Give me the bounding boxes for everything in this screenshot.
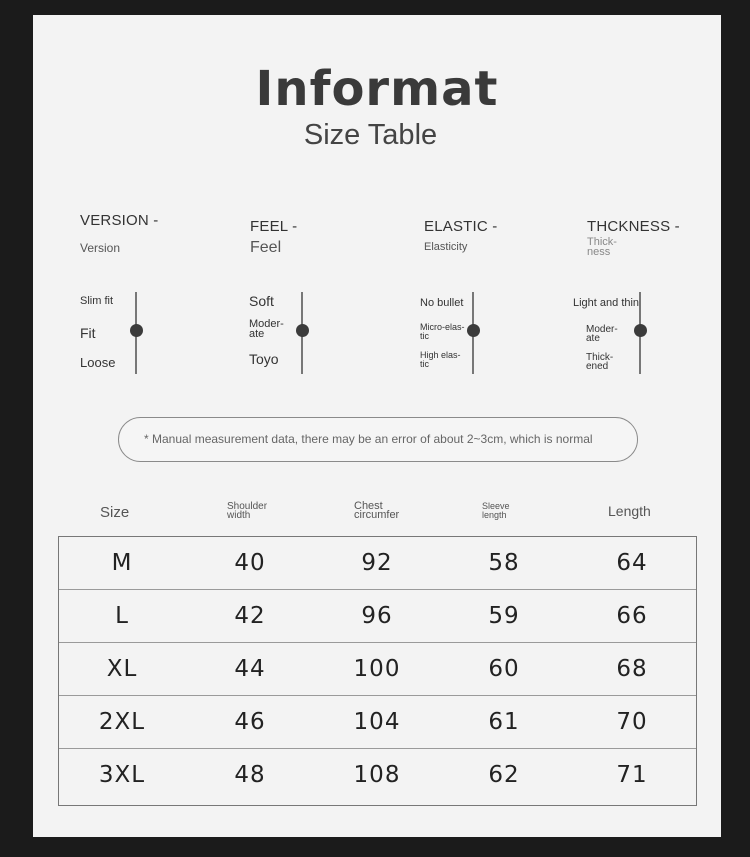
scale-indicator bbox=[467, 324, 480, 337]
table-cell: 64 bbox=[616, 550, 648, 576]
table-cell: XL bbox=[106, 656, 138, 682]
scale-option-middle: Moder- ate bbox=[249, 318, 284, 340]
column-header-length: Length bbox=[608, 503, 651, 519]
attr-subheading: Feel bbox=[250, 239, 282, 256]
table-cell: 3XL bbox=[98, 762, 146, 788]
table-cell: 58 bbox=[488, 550, 520, 576]
size-info-card bbox=[33, 15, 721, 837]
page-subtitle: Size Table bbox=[303, 119, 438, 151]
table-cell: 70 bbox=[616, 709, 648, 735]
scale-indicator bbox=[130, 324, 143, 337]
table-cell: 108 bbox=[353, 762, 401, 788]
table-cell: 100 bbox=[353, 656, 401, 682]
table-cell: 92 bbox=[361, 550, 393, 576]
elastic-scale bbox=[420, 292, 580, 374]
attr-subheading: Elasticity bbox=[424, 241, 468, 253]
column-header-shoulder: Shoulder width bbox=[227, 501, 268, 521]
table-cell: 2XL bbox=[98, 709, 146, 735]
attr-heading: THCKNESS - bbox=[587, 218, 680, 235]
table-row bbox=[59, 643, 696, 696]
scale-option-top: No bullet bbox=[420, 297, 464, 309]
column-header-chest: Chest circumfer bbox=[354, 500, 400, 522]
scale-option-top: Soft bbox=[249, 293, 274, 309]
table-cell: 60 bbox=[488, 656, 520, 682]
attr-version bbox=[80, 212, 230, 255]
scale-option-top: Slim fit bbox=[80, 295, 113, 307]
table-cell: 48 bbox=[234, 762, 266, 788]
table-cell: 68 bbox=[616, 656, 648, 682]
table-cell: 104 bbox=[353, 709, 401, 735]
table-cell: 62 bbox=[488, 762, 520, 788]
scale-option-bottom: Thick- ened bbox=[586, 352, 614, 372]
table-cell: 46 bbox=[234, 709, 266, 735]
scale-option-bottom: Toyo bbox=[249, 351, 279, 367]
column-header-sleeve: Sleeve length bbox=[482, 501, 510, 520]
table-cell: 96 bbox=[361, 603, 393, 629]
table-cell: 40 bbox=[234, 550, 266, 576]
page-title: Informat bbox=[255, 61, 499, 117]
table-cell: 59 bbox=[488, 603, 520, 629]
attr-heading: VERSION - bbox=[80, 212, 159, 229]
table-cell: 61 bbox=[488, 709, 520, 735]
table-cell: 71 bbox=[616, 762, 648, 788]
scale-indicator bbox=[634, 324, 647, 337]
attr-elastic bbox=[424, 218, 574, 253]
scale-option-middle: Fit bbox=[80, 325, 96, 341]
table-cell: 44 bbox=[234, 656, 266, 682]
attr-subheading: Version bbox=[80, 241, 121, 255]
scale-option-bottom: High elas- tic bbox=[420, 350, 461, 369]
scale-option-top: Light and thin bbox=[573, 297, 640, 309]
attr-subheading: Thick- ness bbox=[587, 236, 617, 258]
version-scale bbox=[80, 292, 240, 374]
scale-option-middle: Moder- ate bbox=[586, 324, 618, 344]
column-header-size: Size bbox=[100, 504, 130, 521]
attr-heading: ELASTIC - bbox=[424, 218, 498, 235]
table-row bbox=[59, 590, 696, 643]
table-cell: L bbox=[115, 603, 129, 629]
attr-feel bbox=[250, 218, 400, 257]
size-table bbox=[58, 536, 697, 806]
table-row bbox=[59, 537, 696, 590]
table-cell: 42 bbox=[234, 603, 266, 629]
thickness-scale bbox=[573, 292, 733, 374]
scale-indicator bbox=[296, 324, 309, 337]
feel-scale bbox=[249, 292, 409, 374]
table-cell: 66 bbox=[616, 603, 648, 629]
scale-option-bottom: Loose bbox=[80, 355, 116, 370]
scale-option-middle: Micro-elas- tic bbox=[420, 322, 465, 341]
table-row bbox=[59, 749, 696, 805]
measurement-note bbox=[118, 417, 638, 462]
table-row bbox=[59, 696, 696, 749]
measurement-note-text: * Manual measurement data, there may be an error of about 2~3cm, which is normal bbox=[144, 432, 593, 446]
attr-heading: FEEL - bbox=[250, 218, 298, 235]
attr-thickness bbox=[587, 218, 737, 258]
table-cell: M bbox=[111, 550, 133, 576]
